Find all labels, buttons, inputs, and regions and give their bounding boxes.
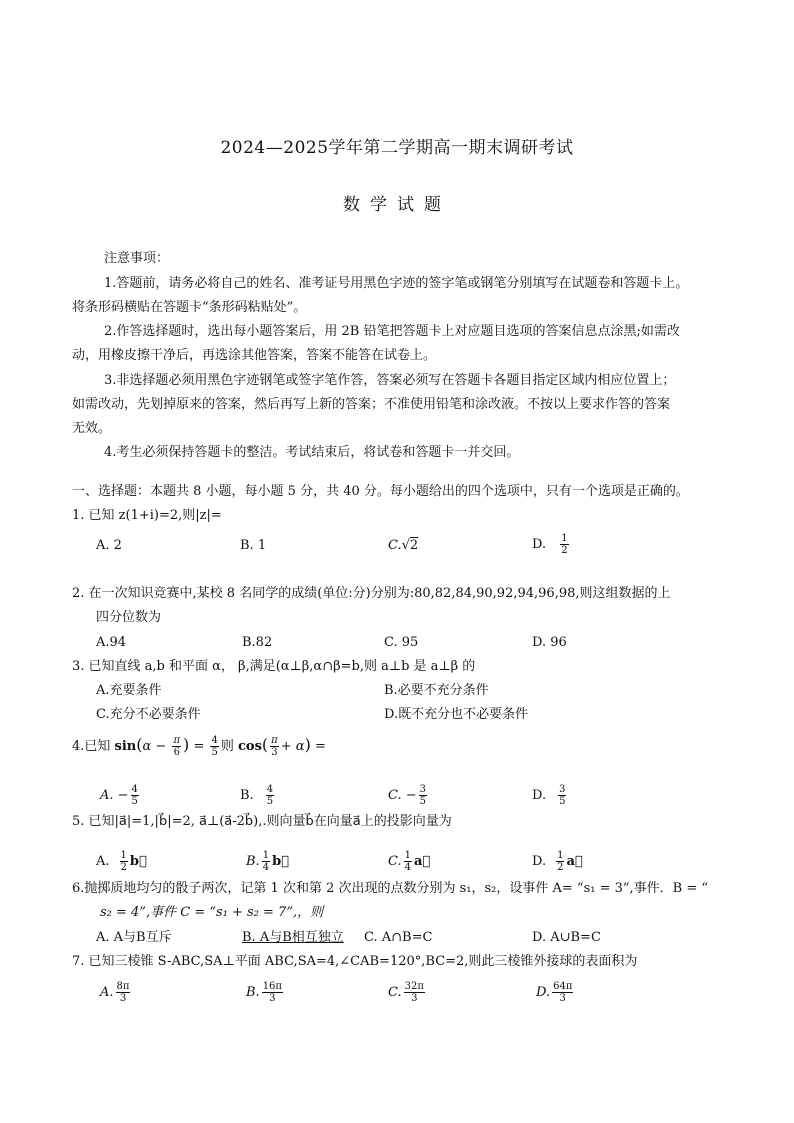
q4-option-c: C. − $\frac{3}{5}$	[388, 784, 427, 807]
section-heading: 一、选择题：本题共 8 小题，每小题 5 分，共 40 分。每小题给出的四个选项中，只有一个选项是正确的。	[72, 484, 689, 499]
q5-stem: 5. 已知|a⃗|=1,|b⃗|=2, a⃗⊥(a⃗-2b⃗),.则向量b⃗在向量a⃗上的投影向量为	[72, 814, 452, 829]
exam-title: 2024—2025学年第二学期高一期末调研考试	[220, 138, 574, 158]
q1-stem: 1. 已知 z(1+i)=2,则|z|=	[72, 508, 222, 523]
q1-option-c: C.√2	[388, 538, 419, 553]
q2-option-c: C. 95	[384, 635, 419, 650]
q5-option-a: A. $\frac{1}{2}$ b⃗	[96, 850, 147, 873]
q5-option-b: B. $\frac{1}{4}$ b⃗	[246, 850, 289, 873]
q3-option-c: C.充分不必要条件	[96, 707, 201, 722]
q7-option-b: B. $\frac{16\pi}{3}$	[246, 981, 282, 1004]
q2-option-a: A.94	[96, 635, 127, 650]
notice-item-4: 4.考生必须保持答题卡的整洁。考试结束后，将试卷和答题卡一并交回。	[104, 445, 520, 460]
q3-option-a: A.充要条件	[96, 683, 162, 698]
q2-option-b: B.82	[242, 635, 273, 650]
q1-option-d: D. $\frac{1}{2}$	[532, 533, 568, 556]
q4-option-d: D. $\frac{3}{5}$	[532, 784, 566, 807]
q7-stem: 7. 已知三棱锥 S-ABC,SA⊥平面 ABC,SA=4,∠CAB=120°,BC=2,则此三棱锥外接球的表面积为	[72, 954, 638, 969]
q2-stem-a: 2. 在一次知识竞赛中,某校 8 名同学的成绩(单位:分)分别为:80,82,84,90,92,94,96,98,则这组数据的上	[72, 586, 671, 601]
q6-stem-a: 6.抛掷质地均匀的骰子两次，记第 1 次和第 2 次出现的点数分别为 s₁，s₂，设事件 A= “s₁ = 3”,事件．B = “	[72, 881, 709, 896]
q4-stem: 4.已知 sin(α − $\frac{\pi}{6}$ ) = $\frac{4}{5}$ 则 cos( $\frac{\pi}{3}$ + α) =	[72, 735, 326, 758]
notice-heading: 注意事项：	[104, 251, 170, 266]
notice-item-2b: 动，用橡皮擦干净后，再选涂其他答案，答案不能答在试卷上。	[72, 348, 437, 363]
q5-option-d: D. $\frac{1}{2}$ a⃗	[532, 850, 583, 873]
q4-option-b: B. $\frac{4}{5}$	[240, 784, 274, 807]
notice-item-3b: 如需改动，先划掉原来的答案，然后再写上新的答案；不准使用铅笔和涂改液。不按以上要求作答的答案	[72, 397, 671, 412]
notice-item-3c: 无效。	[72, 421, 112, 436]
q6-stem-b: s₂ = 4”,事件 C = “s₁ + s₂ = 7”,，则	[100, 905, 324, 920]
q1-option-b: B. 1	[240, 538, 267, 553]
q6-option-b: B. A与B相互独立	[242, 930, 344, 945]
q6-option-c: C. A∩B=C	[364, 930, 433, 945]
q3-option-b: B.必要不充分条件	[384, 683, 489, 698]
subject-title: 数学试题	[343, 195, 451, 215]
q2-option-d: D. 96	[532, 635, 567, 650]
q1-option-a: A. 2	[96, 538, 122, 553]
q5-option-c: C. $\frac{1}{4}$ a⃗	[388, 850, 431, 873]
q4-option-a: A. − $\frac{4}{5}$	[100, 784, 138, 807]
notice-item-1a: 1.答题前，请务必将自己的姓名、准考证号用黑色字迹的签字笔或钢笔分别填写在试题卷和答题卡上。	[104, 276, 689, 291]
q6-option-d: D. A∪B=C	[532, 930, 601, 945]
notice-item-3a: 3.非选择题必须用黑色字迹钢笔或签字笔作答，答案必须写在答题卡各题目指定区域内相应位置上；	[104, 373, 676, 388]
q6-option-a: A. A与B互斥	[96, 930, 172, 945]
notice-item-1b: 将条形码横贴在答题卡“条形码粘贴处”。	[72, 300, 307, 315]
q7-option-c: C. $\frac{32\pi}{3}$	[388, 981, 424, 1004]
q7-option-a: A. $\frac{8\pi}{3}$	[100, 981, 130, 1004]
q3-option-d: D.既不充分也不必要条件	[384, 707, 529, 722]
q7-option-d: D. $\frac{64\pi}{3}$	[536, 981, 573, 1004]
notice-item-2a: 2.作答选择题时，选出每小题答案后，用 2B 铅笔把答题卡上对应题目选项的答案信息点涂黑;如需改	[104, 324, 680, 339]
q3-stem: 3. 已知直线 a,b 和平面 α， β,满足(α⊥β,α∩β=b,则 a⊥b 是 a⊥β 的	[72, 659, 476, 674]
q2-stem-b: 四分位数为	[96, 610, 162, 625]
